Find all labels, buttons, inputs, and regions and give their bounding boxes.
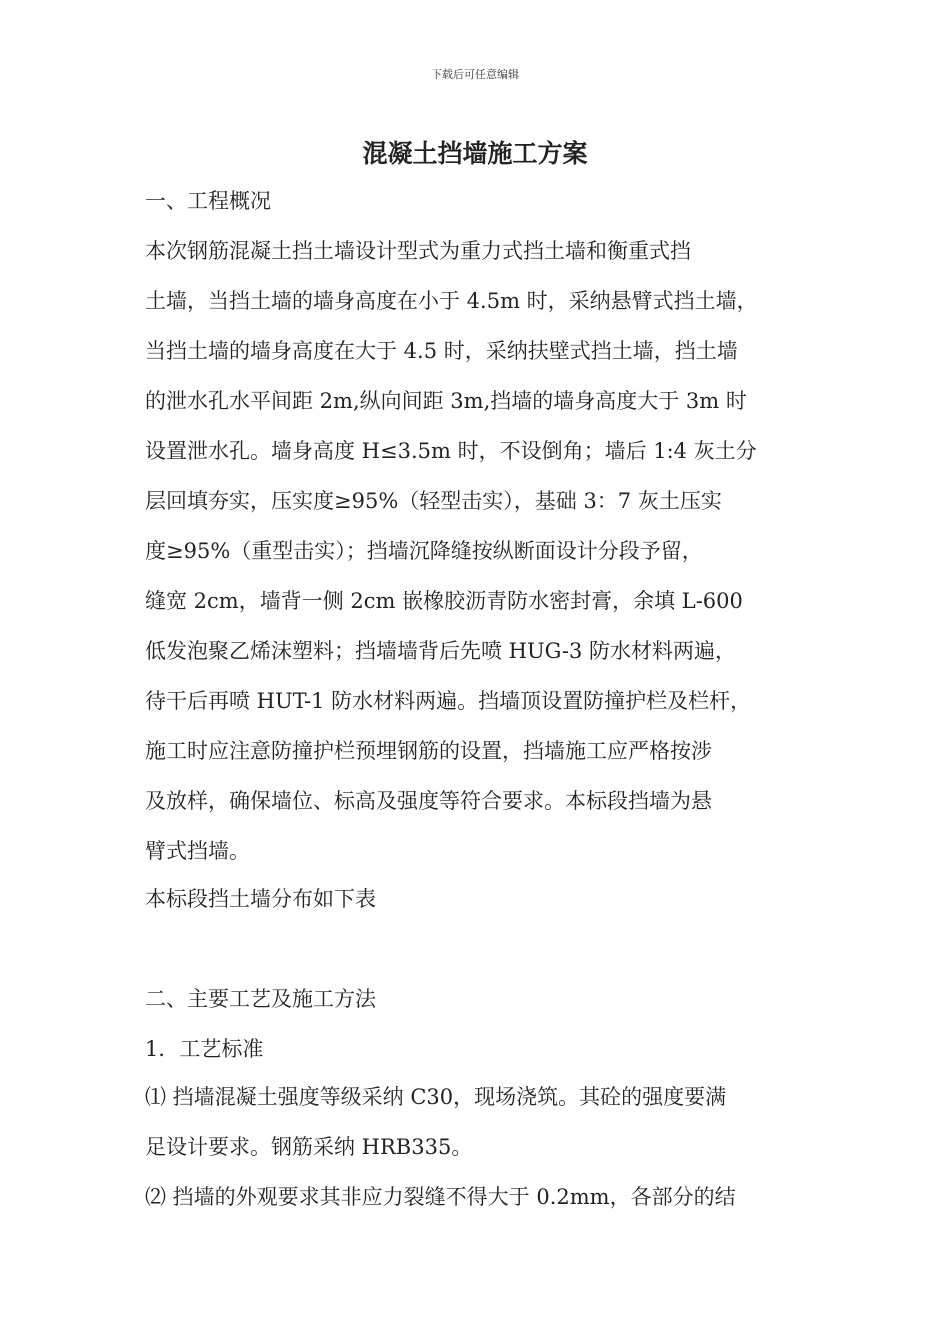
- paragraph-line: 低发泡聚乙烯沫塑料；挡墙墙背后先喷 HUG-3 防水材料两遍，: [145, 639, 736, 663]
- paragraph-line: 的泄水孔水平间距 2m,纵向间距 3m,挡墙的墙身高度大于 3m 时: [145, 389, 747, 413]
- subsection-heading-standards: 1．工艺标准: [145, 1037, 264, 1061]
- paragraph-line: 足设计要求。钢筋采纳 HRB335。: [145, 1135, 473, 1159]
- paragraph-line: 设置泄水孔。墙身高度 H≤3.5m 时，不设倒角；墙后 1:4 灰土分: [145, 439, 757, 463]
- paragraph-line: 及放样，确保墙位、标高及强度等符合要求。本标段挡墙为悬: [145, 789, 712, 813]
- paragraph-line: 臂式挡墙。: [145, 839, 250, 863]
- paragraph-line: 缝宽 2cm，墙背一侧 2cm 嵌橡胶沥青防水密封膏，余填 L-600: [145, 589, 743, 613]
- page-header: 下载后可任意编辑: [431, 68, 519, 81]
- paragraph-line: 本次钢筋混凝土挡土墙设计型式为重力式挡土墙和衡重式挡: [145, 239, 691, 263]
- paragraph-line: 施工时应注意防撞护栏预埋钢筋的设置，挡墙施工应严格按涉: [145, 739, 712, 763]
- table-intro-text: 本标段挡土墙分布如下表: [145, 887, 376, 911]
- paragraph-line: 当挡土墙的墙身高度在大于 4.5 时，采纳扶壁式挡土墙，挡土墙: [145, 339, 738, 363]
- section-heading-overview: 一、工程概况: [145, 189, 271, 213]
- section-heading-methods: 二、主要工艺及施工方法: [145, 987, 376, 1011]
- paragraph-line: 层回填夯实，压实度≥95%（轻型击实），基础 3：7 灰土压实: [145, 489, 722, 513]
- document-title: 混凝土挡墙施工方案: [362, 139, 588, 168]
- paragraph-line: 度≥95%（重型击实）；挡墙沉降缝按纵断面设计分段予留，: [145, 539, 703, 563]
- paragraph-line: ⑴ 挡墙混凝土强度等级采纳 C30，现场浇筑。其砼的强度要满: [145, 1085, 727, 1109]
- paragraph-line: ⑵ 挡墙的外观要求其非应力裂缝不得大于 0.2mm，各部分的结: [145, 1185, 736, 1209]
- paragraph-line: 土墙，当挡土墙的墙身高度在小于 4.5m 时，采纳悬臂式挡土墙，: [145, 289, 758, 313]
- paragraph-line: 待干后再喷 HUT-1 防水材料两遍。挡墙顶设置防撞护栏及栏杆，: [145, 689, 752, 713]
